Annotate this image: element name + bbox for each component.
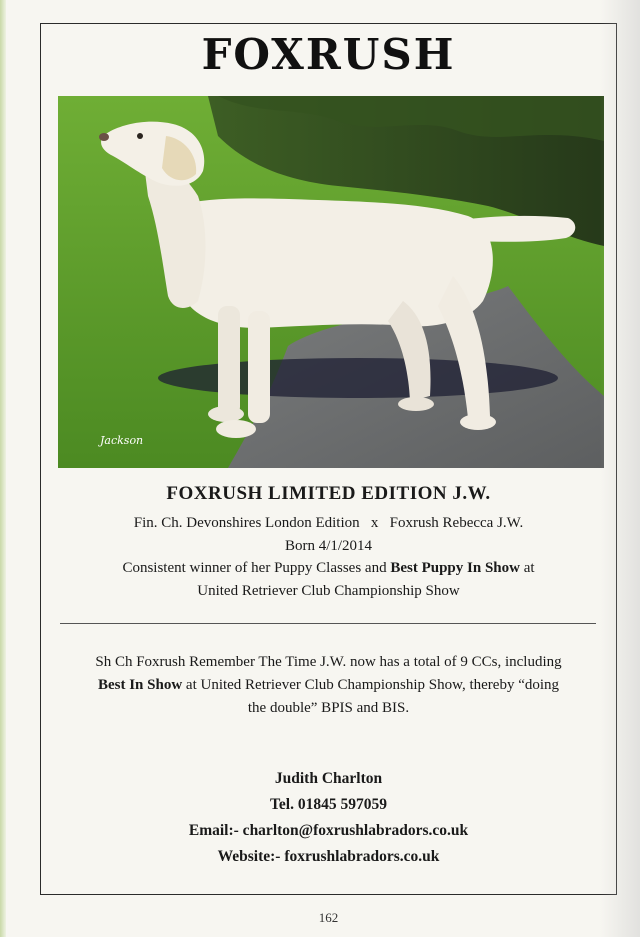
page-title: FOXRUSH — [201, 30, 456, 79]
divider — [60, 623, 596, 624]
contact-phone: Tel. 01845 597059 — [270, 796, 387, 813]
cross-symbol: x — [370, 515, 379, 531]
dam: Foxrush Rebecca J.W. — [389, 515, 524, 531]
news-line-2-text: at United Retriever Club Championship Show, thereby “doing — [182, 677, 560, 693]
wins-text-end: at — [519, 560, 535, 576]
wins-text: Consistent winner of her Puppy Classes and — [122, 560, 391, 576]
contact-website: Website:- foxrushlabradors.co.uk — [217, 848, 440, 865]
pedigree-line — [40, 512, 617, 534]
dog-photo-graphic — [58, 96, 604, 468]
show-line: United Retriever Club Championship Show — [197, 583, 460, 599]
news-line-1: Sh Ch Foxrush Remember The Time J.W. now has a total of 9 CCs, including — [95, 654, 562, 670]
contact-name: Judith Charlton — [274, 770, 383, 787]
dog-name: FOXRUSH LIMITED EDITION J.W. — [166, 483, 491, 504]
sire: Fin. Ch. Devonshires London Edition — [133, 515, 360, 531]
wins-line — [40, 557, 617, 579]
news-highlight: Best In Show — [97, 677, 183, 693]
wins-highlight: Best Puppy In Show — [390, 560, 520, 576]
news-line-2 — [40, 673, 617, 697]
contact-email: Email:- charlton@foxrushlabradors.co.uk — [188, 822, 469, 839]
birth-date: Born 4/1/2014 — [284, 538, 373, 554]
news-line-3: the double” BPIS and BIS. — [247, 700, 410, 716]
dog-photo — [58, 96, 604, 468]
photo-watermark: Jackson — [100, 434, 144, 447]
page-edge — [0, 0, 6, 937]
page-number: 162 — [318, 910, 339, 925]
